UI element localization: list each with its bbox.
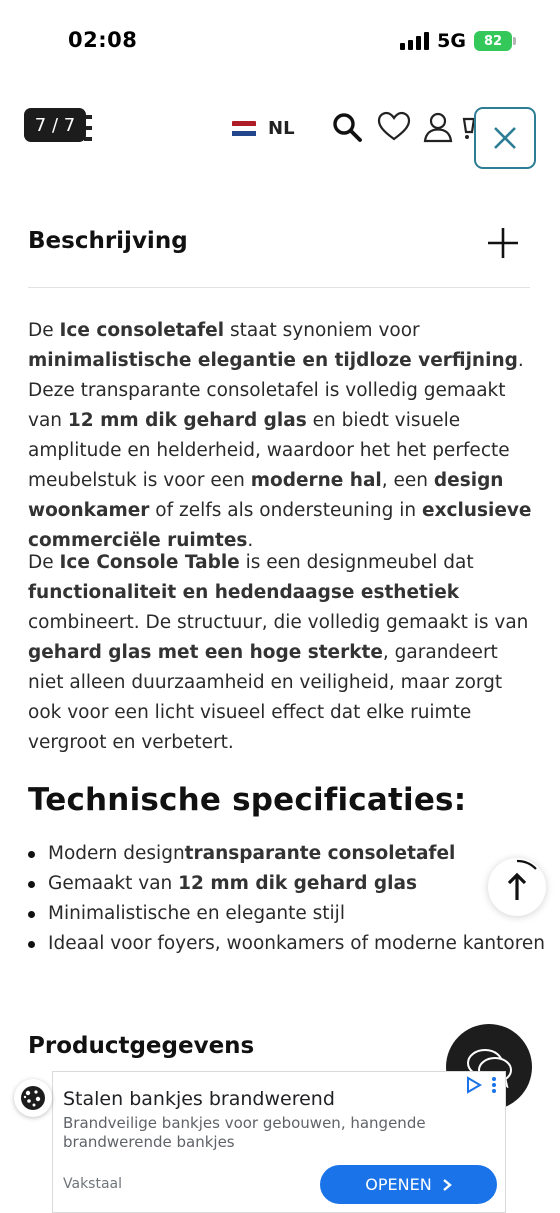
close-icon: [492, 125, 518, 151]
close-button[interactable]: [474, 107, 536, 169]
ad-open-label: OPENEN: [365, 1175, 432, 1194]
emphasis-text: minimalistische elegantie en tijdloze verfijning: [28, 350, 518, 371]
ad-open-button[interactable]: [320, 1165, 497, 1204]
scroll-to-top-button[interactable]: [488, 858, 546, 916]
text-run: Gemaakt van: [48, 873, 179, 894]
product-details-title: Productgegevens: [28, 1033, 255, 1059]
emphasis-text: Ice consoletafel: [59, 320, 225, 341]
section-title-description: Beschrijving: [28, 228, 188, 254]
description-paragraph-2: [28, 548, 538, 758]
ad-banner[interactable]: [52, 1071, 506, 1213]
ad-source: Vakstaal: [63, 1176, 123, 1192]
status-time: 02:08: [68, 28, 138, 52]
image-counter: 7 / 7: [24, 108, 86, 142]
heart-icon[interactable]: [377, 110, 411, 144]
battery-level: 82: [483, 33, 503, 49]
text-run: combineert. De structuur, die volledig gemaakt is van: [28, 612, 529, 633]
emphasis-text: transparante consoletafel: [184, 843, 456, 864]
emphasis-text: gehard glas met een hoge sterkte: [28, 642, 383, 663]
text-run: . Deze transparante consoletafel is volledig gemaakt van: [28, 350, 524, 431]
expand-plus-icon[interactable]: [486, 226, 520, 260]
cookie-icon: [19, 1084, 47, 1112]
status-indicators: [400, 30, 512, 52]
flag-nl-icon: [232, 121, 256, 137]
ad-description: Brandveilige bankjes voor gebouwen, hangende brandwerende bankjes: [63, 1114, 426, 1151]
emphasis-text: moderne hal: [250, 470, 382, 491]
spec-list-item: [28, 899, 548, 929]
user-icon[interactable]: [421, 110, 455, 144]
scroll-progress-icon: [488, 858, 546, 916]
spec-list-item: [28, 929, 548, 959]
description-paragraph-1: [28, 316, 538, 556]
specs-list: [28, 839, 548, 959]
section-divider: [28, 287, 530, 288]
text-run: De: [28, 552, 60, 573]
ad-title[interactable]: Stalen bankjes brandwerend: [63, 1088, 335, 1110]
chevron-right-icon: [442, 1178, 452, 1192]
text-run: of zelfs als ondersteuning in: [149, 500, 423, 521]
language-selector[interactable]: [232, 118, 295, 139]
emphasis-text: functionaliteit en hedendaagse esthetiek: [28, 582, 460, 603]
spec-list-item: [28, 839, 548, 869]
emphasis-text: 12 mm dik gehard glas: [67, 410, 307, 431]
battery-icon: [474, 31, 512, 51]
text-run: , een: [381, 470, 434, 491]
text-run: .: [247, 530, 254, 551]
emphasis-text: Ice Console Table: [59, 552, 240, 573]
ad-choices-icon[interactable]: [465, 1076, 501, 1094]
signal-icon: [400, 32, 429, 50]
spec-list-item: [28, 869, 548, 899]
language-label: NL: [268, 118, 295, 139]
text-run: Minimalistische en elegante stijl: [48, 903, 345, 924]
cookie-settings-button[interactable]: [14, 1079, 52, 1117]
emphasis-text: exclusieve commerciële ruimtes: [28, 500, 532, 551]
emphasis-text: 12 mm dik gehard glas: [178, 873, 417, 894]
network-label: 5G: [437, 30, 466, 52]
text-run: Modern design: [48, 843, 185, 864]
text-run: en biedt visuele amplitude en helderheid, waardoor het het perfecte meubelstuk is voor een: [28, 410, 510, 491]
text-run: is een designmeubel dat: [239, 552, 474, 573]
text-run: De: [28, 320, 60, 341]
text-run: staat synoniem voor: [224, 320, 420, 341]
emphasis-text: design woonkamer: [28, 470, 504, 521]
specs-title: Technische specificaties:: [28, 782, 467, 818]
text-run: , garandeert niet alleen duurzaamheid en veiligheid, maar zorgt ook voor een licht visueel effect dat elke ruimte vergroot en verbetert.: [28, 642, 503, 753]
text-run: Ideaal voor foyers, woonkamers of moderne kantoren: [48, 933, 546, 954]
search-icon[interactable]: [330, 110, 364, 144]
